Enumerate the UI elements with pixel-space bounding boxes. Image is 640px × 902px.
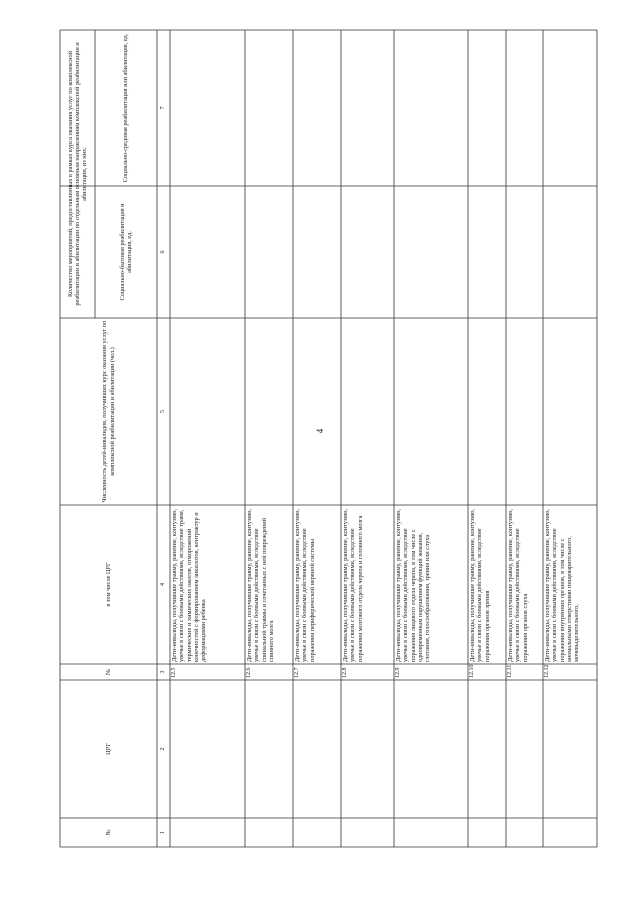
header-col3-text: № (104, 669, 112, 676)
col-number-7-text: 7 (159, 106, 166, 110)
row-number (394, 664, 468, 680)
header-col6-text: Социально-бытовая реабилитация и абилитация, ед. (118, 203, 133, 301)
header-group-text: Количество мероприятий, предоставленных в рамках курса оказания услуг по комплексной реабилитации и абилитации по отдельным основным направлениям комплексной реабилитации и абилитации, из них: (66, 42, 89, 306)
row-description-text: Дети-инвалиды, получившие травму, ранение, контузию, увечье в связи с боевыми действиями, вследствие поражения органов слуха (507, 508, 529, 662)
row-description (506, 505, 543, 664)
row-description (245, 505, 293, 664)
row-description (543, 505, 640, 664)
header-col4-text: в том числе ЦРГ (104, 562, 112, 607)
row-description (293, 505, 341, 664)
row-number-text: 12.9 (395, 667, 401, 678)
row-number-text: 12.5 (171, 667, 177, 678)
row-description-text: Дети-инвалиды, получившие травму, ранение, контузию, увечье в связи с боевыми действиями, вследствие поражения лицевого отдела черепа, в том числе с одновременным нарушением функций жевания, глотания, голосообразования, зрения или слуха (395, 508, 432, 662)
row-description-text: Дети-инвалиды, получившие травму, ранение, контузию, увечье в связи с боевыми действиями, вследствие поражения периферической нервной системы (294, 508, 316, 662)
row-number (245, 664, 293, 680)
col-number-2-text: 2 (159, 747, 166, 751)
col-number-7 (157, 30, 170, 186)
col-number-1 (157, 818, 170, 847)
col-number-4-text: 4 (159, 583, 166, 586)
col-number-6-text: 6 (159, 250, 166, 254)
col-number-4 (157, 505, 170, 664)
row-description-text: Дети-инвалиды, получившие травму, ранение, контузию, увечье в связи с боевыми действиями, вследствие поражения внутренних органов, в том числе с аномальными отверстиями пищеварительного, мочевыделительного, (544, 508, 581, 662)
header-col1 (60, 818, 157, 847)
col-number-5-text: 5 (159, 410, 166, 413)
header-col4 (60, 505, 157, 664)
header-col7-text: Социально-средовая реабилитация или абилитация, ед. (122, 33, 130, 183)
col-number-5 (157, 318, 170, 505)
row-number-text: 12.7 (294, 667, 300, 678)
header-col3 (60, 664, 157, 680)
row-description (170, 505, 245, 664)
row-number (341, 664, 394, 680)
row-description-text: Дети-инвалиды, получившие травму, ранение, контузию, увечье в связи с боевыми действиями, вследствие травм, термических и химических ожогов, отморожений конечностей с формированием анкилозов, контрактур и деформациями ребенка (171, 508, 208, 662)
row-number-text: 12.12 (544, 664, 550, 678)
header-group (60, 30, 95, 318)
row-number (170, 664, 245, 680)
col-number-6 (157, 186, 170, 318)
header-col1-text: № (104, 829, 112, 836)
row-description (468, 505, 506, 664)
col-number-2 (157, 680, 170, 818)
row-number (293, 664, 341, 680)
header-col2 (60, 680, 157, 818)
header-col6 (95, 186, 157, 318)
row-description-text: Дети-инвалиды, получившие травму, ранение, контузию, увечье в связи с боевыми действиями, вследствие спинальной травмы и сочетанных с ней повреждений спинного мозга (246, 508, 275, 662)
col-number-3 (157, 664, 170, 680)
row-description-text: Дети-инвалиды, получившие травму, ранение, контузию, увечье в связи с боевыми действиями, вследствие поражения мозгового отдела черепа и головного мозга (342, 508, 364, 662)
header-col2-text: ЦРГ (104, 743, 112, 755)
col-number-1-text: 1 (159, 831, 166, 834)
row-number-text: 12.6 (246, 667, 252, 678)
page-number: 4 (315, 428, 325, 434)
row-number-text: 12.10 (469, 664, 475, 678)
row-number (543, 664, 640, 680)
row-number (468, 664, 506, 680)
row-number (506, 664, 543, 680)
header-col7 (95, 30, 157, 186)
row-description (341, 505, 394, 664)
row-number-text: 12.8 (342, 667, 348, 678)
row-number-text: 12.11 (507, 664, 513, 678)
header-col5-text: Численность детей-инвалидов, получивших курс оказания услуг по комплексной реабилитации и абилитации (чел.) (101, 320, 116, 503)
col-number-3-text: 3 (159, 670, 166, 674)
row-description-text: Дети-инвалиды, получившие травму, ранение, контузию, увечье в связи с боевыми действиями, вследствие поражения органов зрения (469, 508, 491, 662)
row-description (394, 505, 468, 664)
header-col5 (60, 318, 157, 505)
